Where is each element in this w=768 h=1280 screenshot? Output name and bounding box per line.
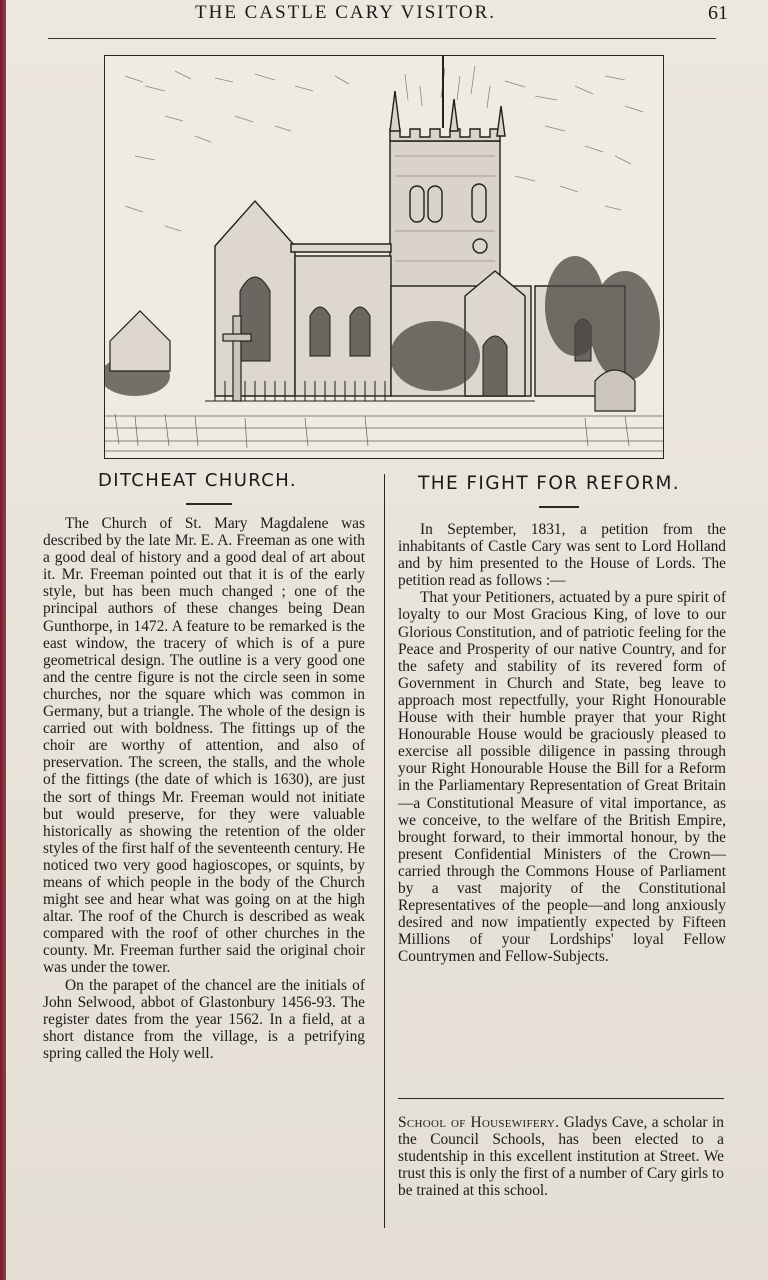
binding-edge [0,0,6,1280]
paragraph: In September, 1831, a petition from the inhabitants of Castle Cary was sent to Lord Holland and by him presented to the House of Lords. The petition read as follows :— [398,521,726,590]
paragraph: On the parapet of the chancel are the initials of John Selwood, abbot of Glastonbury 1456-93. The register dates from the year 1562. In a field, at a short distance from the village, is a petrifying spring called the Holy well. [43,976,365,1062]
left-heading-rule [186,503,232,505]
notice-body [398,1114,724,1199]
left-article-body [43,515,365,1062]
paragraph [398,1114,724,1199]
right-article-heading: THE FIGHT FOR REFORM. [418,473,681,494]
right-heading-rule [539,506,579,508]
paragraph: That your Petitioners, actuated by a pure spirit of loyalty to our Most Gracious King, of love to our Glorious Constitution, and of patriotic feeling for the Peace and Prosperity of our native Country, and for the safety and stability of its revered form of Government in Church and State, beg leave to approach most repectfully, your Right Honourable House with their humble prayer that your Right Honourable House would be graciously pleased to exercise all possible diligence in passing through your Right Honourable House the Bill for a Reform in the Parliamentary Representation of Great Britain—a Constitutional Measure of vital importance, as we conceive, to the welfare of the British Empire, brought forward, to their immortal honour, by the present Confidential Ministers of the Crown—carried through the Commons House of Parliament by a vast majority of the Constitutional Representatives of the people—and long anxiously desired and now impatiently expected by Fifteen Millions of your Lordships' loyal Fellow Countrymen and Fellow-Subjects. [398,589,726,966]
notice-text: Gladys Cave, a scholar in the Council Schools, has been elected to a studentship in this excellent institution at Street. We trust this is only the first of a number of Cary girls to be trained at this school. [398,1114,724,1200]
section-divider [398,1098,724,1099]
page-number: 61 [708,2,728,24]
running-title: THE CASTLE CARY VISITOR. [195,2,497,23]
right-article-body [398,521,726,965]
notice-lead: School of Housewifery. [398,1114,560,1131]
paragraph: The Church of St. Mary Magdalene was described by the late Mr. E. A. Freeman as one with a good deal of history and a good deal of art about it. Mr. Freeman pointed out that it is of the early style, but has been much changed ; one of the principal authors of these changes being Dean Gunthorpe, in 1472. A feature to be remarked is the east window, the tracery of which is of a pure geometrical design. The outline is a very good one and the centre figure is not the circle seen in some churches, nor the square which was common in Germany, but a triangle. The whole of the design is carried out with boldness. The fittings up of the choir are worthy of attention, and also of preservation. The screen, the stalls, and the whole of the fittings (the date of which is 1630), are just the sort of things Mr. Freeman would not initiate but would preserve, for they were valuable historically as showing the retention of the older styles of the first half of the seventeenth century. He noticed two very good hagioscopes, or squints, by means of which people in the body of the Church might see and hear what was going on at the high altar. The roof of the Church is described as weak compared with the roof of other churches in the county. Mr. Freeman further said the original choir was under the tower. [43,515,365,977]
church-engraving-icon [105,56,663,458]
church-illustration [104,55,664,459]
column-divider [384,474,385,1228]
header-rule [48,38,716,39]
left-article-heading: DITCHEAT CHURCH. [98,470,298,491]
